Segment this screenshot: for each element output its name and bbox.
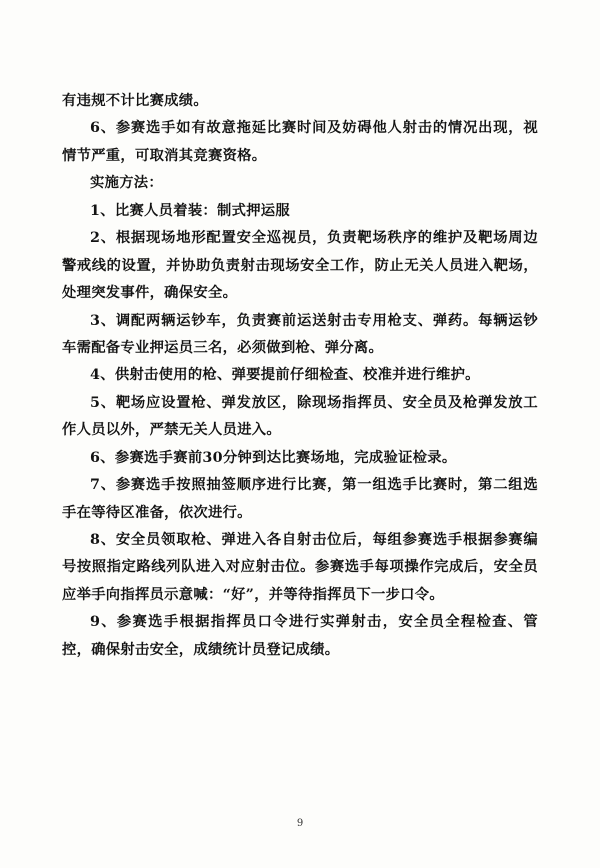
paragraph-item-8: 8、安全员领取枪、弹进入各自射击位后，每组参赛选手根据参赛编号按照指定路线列队进入对应射击位。参赛选手每项操作完成后，安全员应举手向指挥员示意喊：“好”，并等待指挥员下一步口令。 — [62, 532, 538, 603]
document-body — [62, 88, 538, 664]
paragraph-item-9: 9、参赛选手根据指挥员口令进行实弹射击，安全员全程检查、管控，确保射击安全，成绩统计员登记成绩。 — [62, 614, 538, 658]
paragraph-item-4: 4、供射击使用的枪、弹要提前仔细检查、校准并进行维护。 — [90, 367, 480, 384]
paragraph-heading-implementation: 实施方法： — [90, 175, 163, 192]
paragraph-item-2: 2、根据现场地形配置安全巡视员，负责靶场秩序的维护及靶场周边警戒线的设置，并协助负责射击现场安全工作，防止无关人员进入靶场，处理突发事件，确保安全。 — [62, 230, 538, 302]
paragraph-item-5: 5、靶场应设置枪、弹发放区，除现场指挥员、安全员及枪弹发放工作人员以外，严禁无关人员进入。 — [62, 394, 538, 439]
paragraph: 6、参赛选手如有故意拖延比赛时间及妨碍他人射击的情况出现，视情节严重，可取消其竞赛资格。 — [62, 120, 538, 164]
paragraph-item-1: 1、比赛人员着装：制式押运服 — [90, 202, 291, 219]
paragraph: 有违规不计比赛成绩。 — [62, 93, 208, 109]
paragraph-item-3: 3、调配两辆运钞车，负责赛前运送射击专用枪支、弹药。每辆运钞车需配备专业押运员三名，必须做到枪、弹分离。 — [62, 312, 538, 356]
paragraph-item-6: 6、参赛选手赛前30分钟到达比赛场地，完成验证检录。 — [90, 449, 457, 466]
page-number: 9 — [296, 818, 304, 829]
paragraph-item-7: 7、参赛选手按照抽签顺序进行比赛，第一组选手比赛时，第二组选手在等待区准备，依次进行。 — [62, 477, 538, 521]
